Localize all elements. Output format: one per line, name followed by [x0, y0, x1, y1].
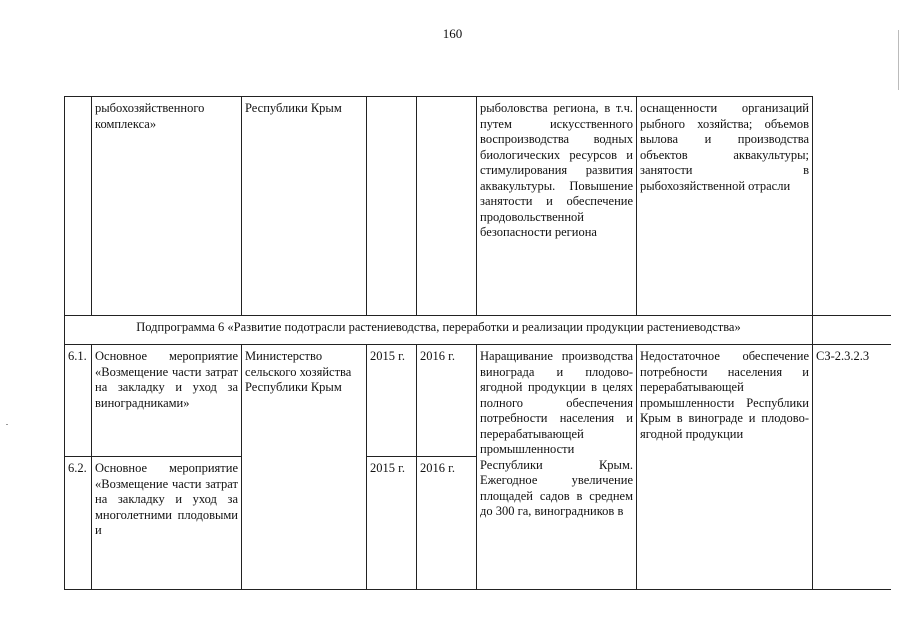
table-row-continued: [65, 97, 891, 316]
cell-consequence: Недостаточное обеспечение потребности населения и перерабатывающей промышленности Республики Крым в винограде и плодово-ягодной продукции: [637, 345, 813, 590]
cell-start: 2015 г.: [367, 345, 417, 457]
cell-indicator: [813, 97, 891, 316]
page-number: 160: [442, 26, 463, 41]
subprogram-title: Подпрограмма 6 «Развитие подотрасли растениеводства, переработки и реализации продукции растениеводства»: [65, 316, 813, 345]
table-row: [65, 345, 891, 457]
subprogram-row: [65, 316, 891, 345]
cell-result: Наращивание производства винограда и плодово-ягодной продукции в целях полного обеспечения потребности населения и перерабатывающей промышленности Республики Крым. Ежегодное увеличение площадей садов в среднем до 300 га, виноградников в: [477, 345, 637, 590]
cell-name: Основное мероприятие «Возмещение части затрат на закладку и уход за многолетними плодовыми и: [92, 457, 242, 590]
cell-blank: [813, 316, 891, 345]
cell-indicator: СЗ-2.3.2.3: [813, 345, 891, 590]
cell-num: 6.1.: [65, 345, 92, 457]
scan-margin-mark: [6, 424, 8, 425]
cell-name: рыбохозяйственного комплекса»: [92, 97, 242, 316]
cell-consequence: оснащенности организаций рыбного хозяйства; объемов вылова и производства объектов аквакультуры; занятости в рыбохозяйственной отрасли: [637, 97, 813, 316]
program-table: [64, 96, 891, 590]
cell-num: [65, 97, 92, 316]
cell-num: 6.2.: [65, 457, 92, 590]
cell-name: Основное мероприятие «Возмещение части затрат на закладку и уход за виноградниками»: [92, 345, 242, 457]
cell-start: [367, 97, 417, 316]
cell-start: 2015 г.: [367, 457, 417, 590]
cell-end: [417, 97, 477, 316]
cell-executor: Министерство сельского хозяйства Республики Крым: [242, 345, 367, 590]
cell-end: 2016 г.: [417, 345, 477, 457]
cell-end: 2016 г.: [417, 457, 477, 590]
cell-executor: Республики Крым: [242, 97, 367, 316]
cell-result: рыболовства региона, в т.ч. путем искусственного воспроизводства водных биологических ресурсов и стимулирования развития аквакультуры. Повышение занятости и обеспечение продовольственной безопасности региона: [477, 97, 637, 316]
